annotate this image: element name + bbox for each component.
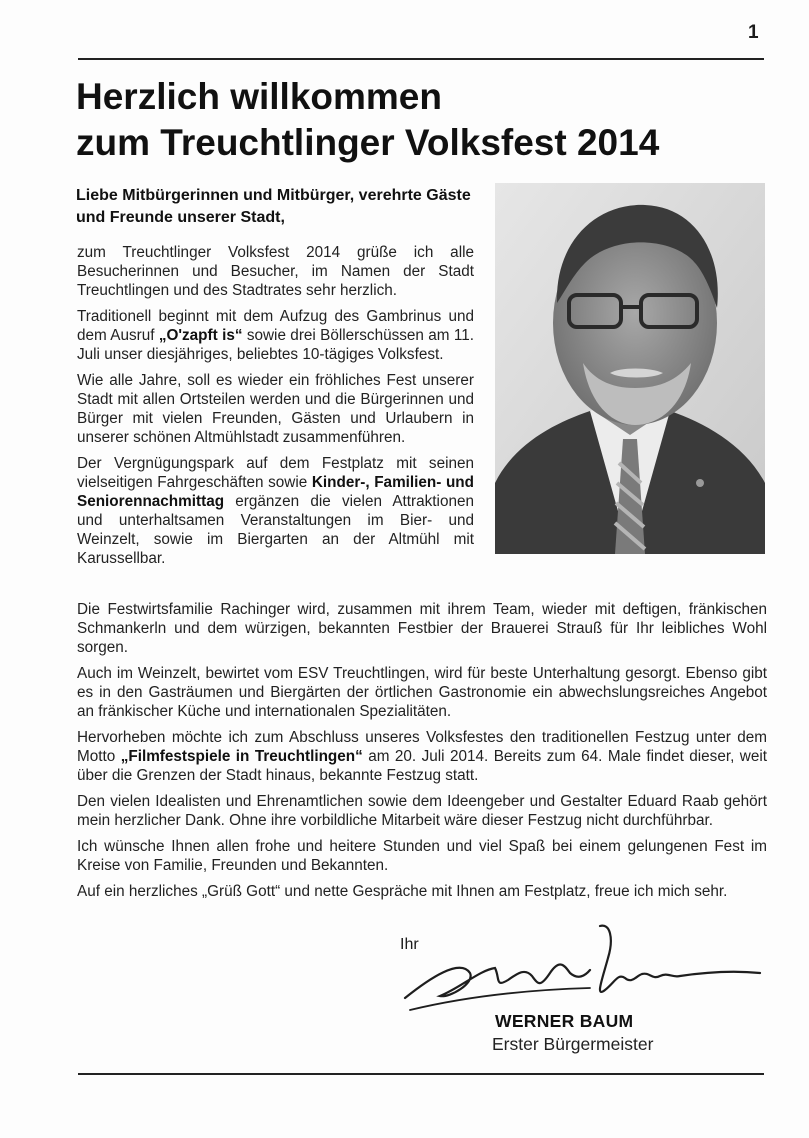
paragraph-farewell: Auf ein herzliches „Grüß Gott“ und nette Gespräche mit Ihnen am Festplatz, freue ich mich sehr. xyxy=(77,883,728,900)
paragraph-parade-text-end: am 20. Juli 2014. Bereits zum 64. Male findet dieser, weit über die Grenzen der Stadt hinaus, bekannte Festzug statt. xyxy=(77,748,767,784)
paragraph-amusement-text: Der Vergnügungspark auf dem Festplatz mit seinen vielseitigen Fahrgeschäften sowie xyxy=(77,455,474,491)
ozapft-is-highlight: „O'zapft is“ xyxy=(158,327,243,344)
closing-ihr: Ihr xyxy=(400,936,419,953)
parade-motto-highlight: „Filmfestspiele in Treuchtlingen“ xyxy=(120,748,363,765)
family-afternoon-highlight: Kinder-, Familien- und Seniorennachmittag xyxy=(77,474,474,510)
page-number: 1 xyxy=(748,22,759,43)
mayor-portrait-photo xyxy=(495,183,765,554)
title-line-2: zum Treuchtlinger Volksfest 2014 xyxy=(76,122,660,163)
paragraph-parade xyxy=(77,728,767,785)
paragraph-amusement-text-end: ergänzen die vielen Attraktionen und unterhaltsamen Veranstaltungen im Bier- und Weinzelt, sowie im Biergarten an der Altmühl mit Karussellbar. xyxy=(77,493,474,567)
bottom-divider xyxy=(78,1073,764,1075)
handwritten-signature xyxy=(400,918,762,1018)
paragraph-wishes: Ich wünsche Ihnen allen frohe und heitere Stunden und viel Spaß bei einem gelungenen Fest im Kreise von Familie, Freunden und Bekannten. xyxy=(77,838,767,874)
page-title xyxy=(76,74,776,166)
signatory-name: WERNER BAUM xyxy=(495,1011,634,1031)
title-line-1: Herzlich willkommen xyxy=(76,76,442,117)
paragraph-hosts: Die Festwirtsfamilie Rachinger wird, zusammen mit ihrem Team, wieder mit deftigen, fränkischen Schmankerln und dem würzigen, bekannten Festbier der Brauerei Strauß für Ihr leibliches Wohl sorgen. xyxy=(77,601,767,656)
paragraph-tradition-text: Traditionell beginnt mit dem Aufzug des Gambrinus und dem Ausruf xyxy=(77,308,474,344)
paragraph-festival: Wie alle Jahre, soll es wieder ein fröhliches Fest unserer Stadt mit allen Ortsteilen werden und die Bürgerinnen und Bürger mit vielen Freunden, Gästen und Urlaubern in unserer schönen Altmühlstadt zusammenführen. xyxy=(77,372,474,446)
paragraph-greeting: zum Treuchtlinger Volksfest 2014 grüße ich alle Besucherinnen und Besucher, im Namen der Stadt Treuchtlingen und des Stadtrates sehr herzlich. xyxy=(77,244,474,299)
paragraph-parade-text: Hervorheben möchte ich zum Abschluss unseres Volksfestes den traditionellen Festzug unter dem Motto xyxy=(77,729,767,765)
paragraph-tradition xyxy=(77,307,474,364)
paragraph-tradition-text-end: sowie drei Böllerschüssen am 11. Juli unser diesjähriges, beliebtes 10-tägiges Volksfest. xyxy=(77,327,474,363)
portrait-illustration xyxy=(495,183,765,554)
paragraph-wine-tent: Auch im Weinzelt, bewirtet vom ESV Treuchtlingen, wird für beste Unterhaltung gesorgt. Ebenso gibt es in den Gasträumen und Biergärten der örtlichen Gastronomie ein abwechslungsreiches Angebot an fränkischer Küche und internationalen Spezialitäten. xyxy=(77,665,767,720)
signatory-role: Erster Bürgermeister xyxy=(492,1034,654,1054)
paragraph-thanks: Den vielen Idealisten und Ehrenamtlichen sowie dem Ideengeber und Gestalter Eduard Raab gehört mein herzlicher Dank. Ohne ihre vorbildliche Mitarbeit wäre dieser Festzug nicht durchführbar. xyxy=(77,793,767,829)
intro-column-text xyxy=(77,243,474,575)
salutation: Liebe Mitbürgerinnen und Mitbürger, verehrte Gäste und Freunde unserer Stadt, xyxy=(76,187,471,226)
paragraph-amusement-park xyxy=(77,454,474,568)
top-divider xyxy=(78,58,764,60)
main-body-text xyxy=(77,600,767,908)
